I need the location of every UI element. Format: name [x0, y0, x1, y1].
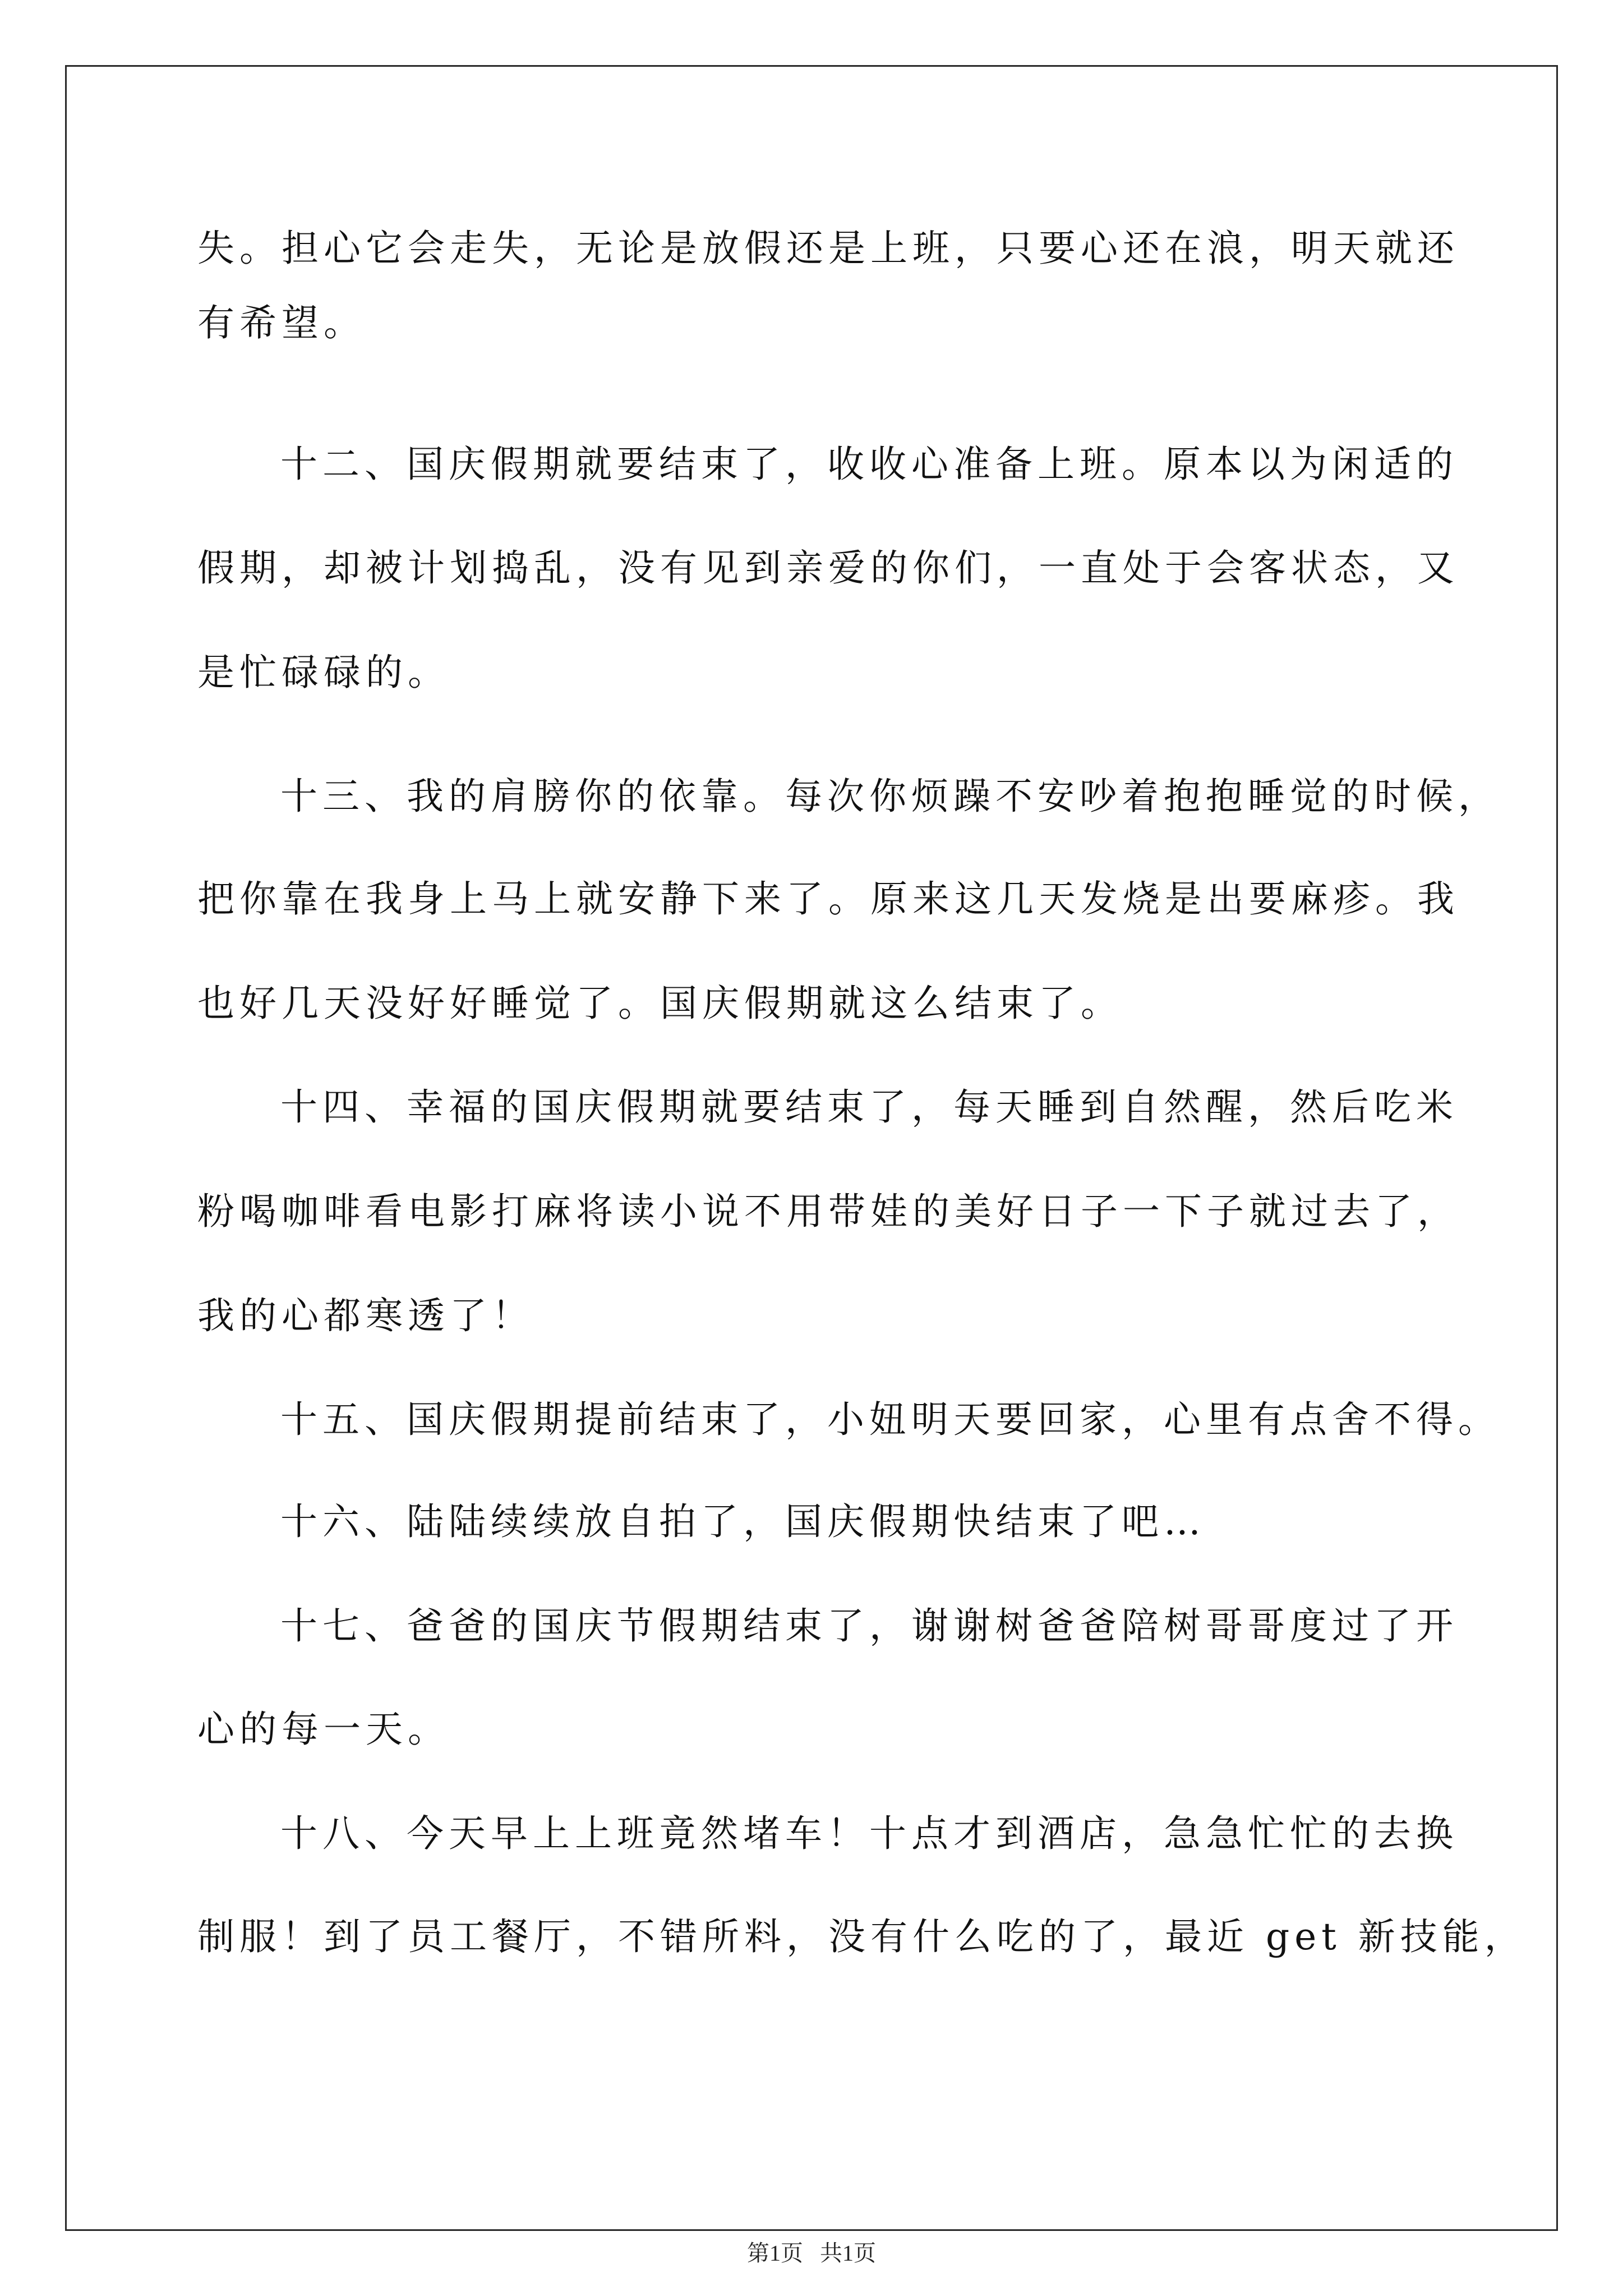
text-line: 我的心都寒透了！ [197, 1294, 534, 1337]
paragraph-line: 十五、国庆假期提前结束了，小妞明天要回家，心里有点舍不得。 [280, 1398, 1500, 1441]
text-line: 制服！到了员工餐厅，不错所料，没有什么吃的了，最近 get 新技能， [197, 1915, 1527, 1958]
paragraph-line: 十七、爸爸的国庆节假期结束了，谢谢树爸爸陪树哥哥度过了开 [280, 1604, 1458, 1648]
paragraph-line: 十八、今天早上上班竟然堵车！十点才到酒店，急急忙忙的去换 [280, 1812, 1458, 1855]
paragraph-line: 十二、国庆假期就要结束了，收收心准备上班。原本以为闲适的 [280, 443, 1458, 486]
text-line: 假期，却被计划捣乱，没有见到亲爱的你们，一直处于会客状态，又 [197, 546, 1459, 590]
text-line: 把你靠在我身上马上就安静下来了。原来这几天发烧是出要麻疹。我 [197, 877, 1459, 921]
page-number-footer: 第1页 共1页 [747, 2240, 876, 2266]
text-line: 失。担心它会走失，无论是放假还是上班，只要心还在浪，明天就还 [197, 227, 1459, 270]
paragraph-line: 十四、幸福的国庆假期就要结束了，每天睡到自然醒，然后吃米 [280, 1085, 1458, 1129]
text-line: 是忙碌碌的。 [197, 651, 450, 694]
paragraph-line: 十三、我的肩膀你的依靠。每次你烦躁不安吵着抱抱睡觉的时候， [280, 775, 1500, 818]
page-border [65, 65, 1558, 2231]
text-line: 心的每一天。 [197, 1708, 450, 1751]
text-line: 有希望。 [197, 301, 366, 344]
paragraph-line: 十六、陆陆续续放自拍了，国庆假期快结束了吧… [280, 1500, 1206, 1543]
text-line: 粉喝咖啡看电影打麻将读小说不用带娃的美好日子一下子就过去了， [197, 1190, 1459, 1233]
text-line: 也好几天没好好睡觉了。国庆假期就这么结束了。 [197, 982, 1123, 1025]
